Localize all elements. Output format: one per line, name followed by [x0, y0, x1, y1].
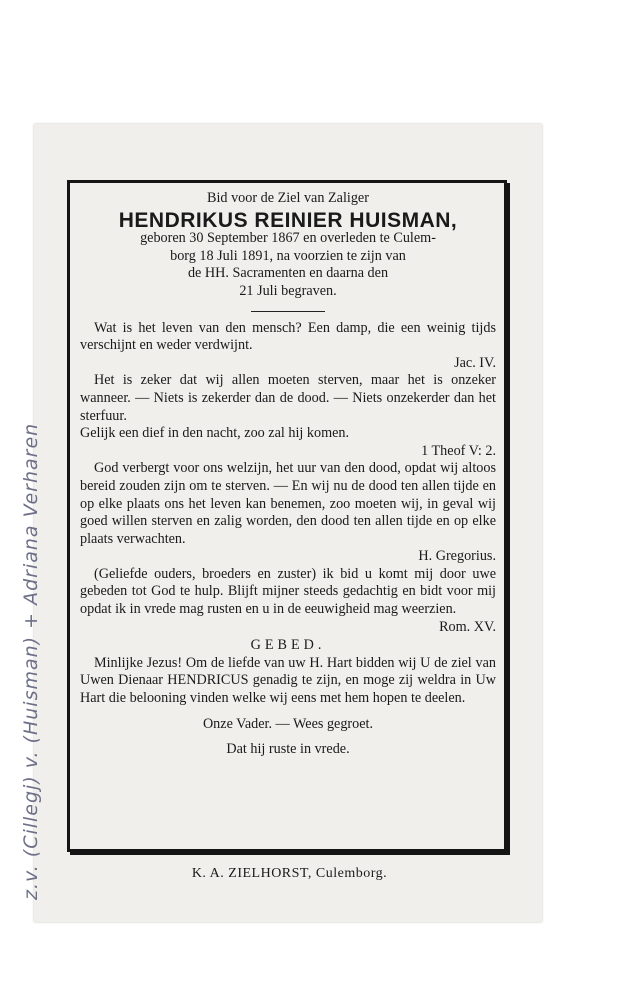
passage-text: (Geliefde ouders, broeders en zuster) ik bid u komt mij door uwe gebeden tot God te hulp. Blijft mijner steeds gedachtig en bidt voor mij opdat ik in vrede mag rusten en u in de eeuwigheid mag weerzien. [80, 565, 496, 618]
prayer-text: Minlijke Jezus! Om de liefde van uw H. Hart bidden wij U de ziel van Uwen Dienaar HENDRICUS genadig te zijn, en moge zij weldra in Uw Hart die belooning vinden welke wij eens met hem hopen te deelen. [80, 654, 496, 707]
prayer-closing: Onze Vader. — Wees gegroet. [202, 715, 374, 732]
birth-line-2: borg 18 Juli 1891, na voorzien te zijn van [170, 247, 406, 264]
card-text [80, 190, 496, 759]
divider [251, 311, 325, 312]
passage-source: H. Gregorius. [418, 548, 496, 565]
passage-text: Gelijk een dief in den nacht, zoo zal hij komen. [80, 425, 350, 442]
prayer-heading: GEBED. [250, 637, 326, 654]
passage-source: Rom. XV. [439, 618, 496, 635]
printer-imprint: K. A. ZIELHORST, Culemborg. [191, 866, 388, 881]
intro-line: Bid voor de Ziel van Zaliger [207, 190, 369, 206]
birth-line-4: 21 Juli begraven. [239, 282, 337, 299]
deceased-name: HENDRIKUS REINIER HUISMAN, [118, 208, 458, 232]
passage-text: God verbergt voor ons welzijn, het uur van den dood, opdat wij altoos bereid zouden zijn om te sterven. — En wij nu de dood ten allen tijde en op elke plaats ons het leven kan benemen, zoo moeten wij, in geval wij goed willen sterven en zalig worden, den dood ten allen tijde en op elke plaats verwachten. [80, 460, 496, 547]
handwritten-annotation: z.v. (Cillegj) v. (Huisman) + Adriana Verharen [20, 422, 42, 900]
passage-source: Jac. IV. [454, 354, 496, 371]
birth-line-3: de HH. Sacramenten en daarna den [187, 265, 389, 282]
passage-text: Wat is het leven van den mensch? Een damp, die een weinig tijds verschijnt en weder verdwijnt. [80, 319, 496, 354]
passage-source: 1 Theof V: 2. [421, 442, 496, 459]
prayer-closing: Dat hij ruste in vrede. [226, 741, 350, 758]
passage-text: Het is zeker dat wij allen moeten sterven, maar het is onzeker wanneer. — Niets is zekerder dan de dood. — Niets onzekerder dan het sterfuur. [80, 372, 496, 424]
birth-line-1: geboren 30 September 1867 en overleden te Culem- [140, 230, 436, 247]
